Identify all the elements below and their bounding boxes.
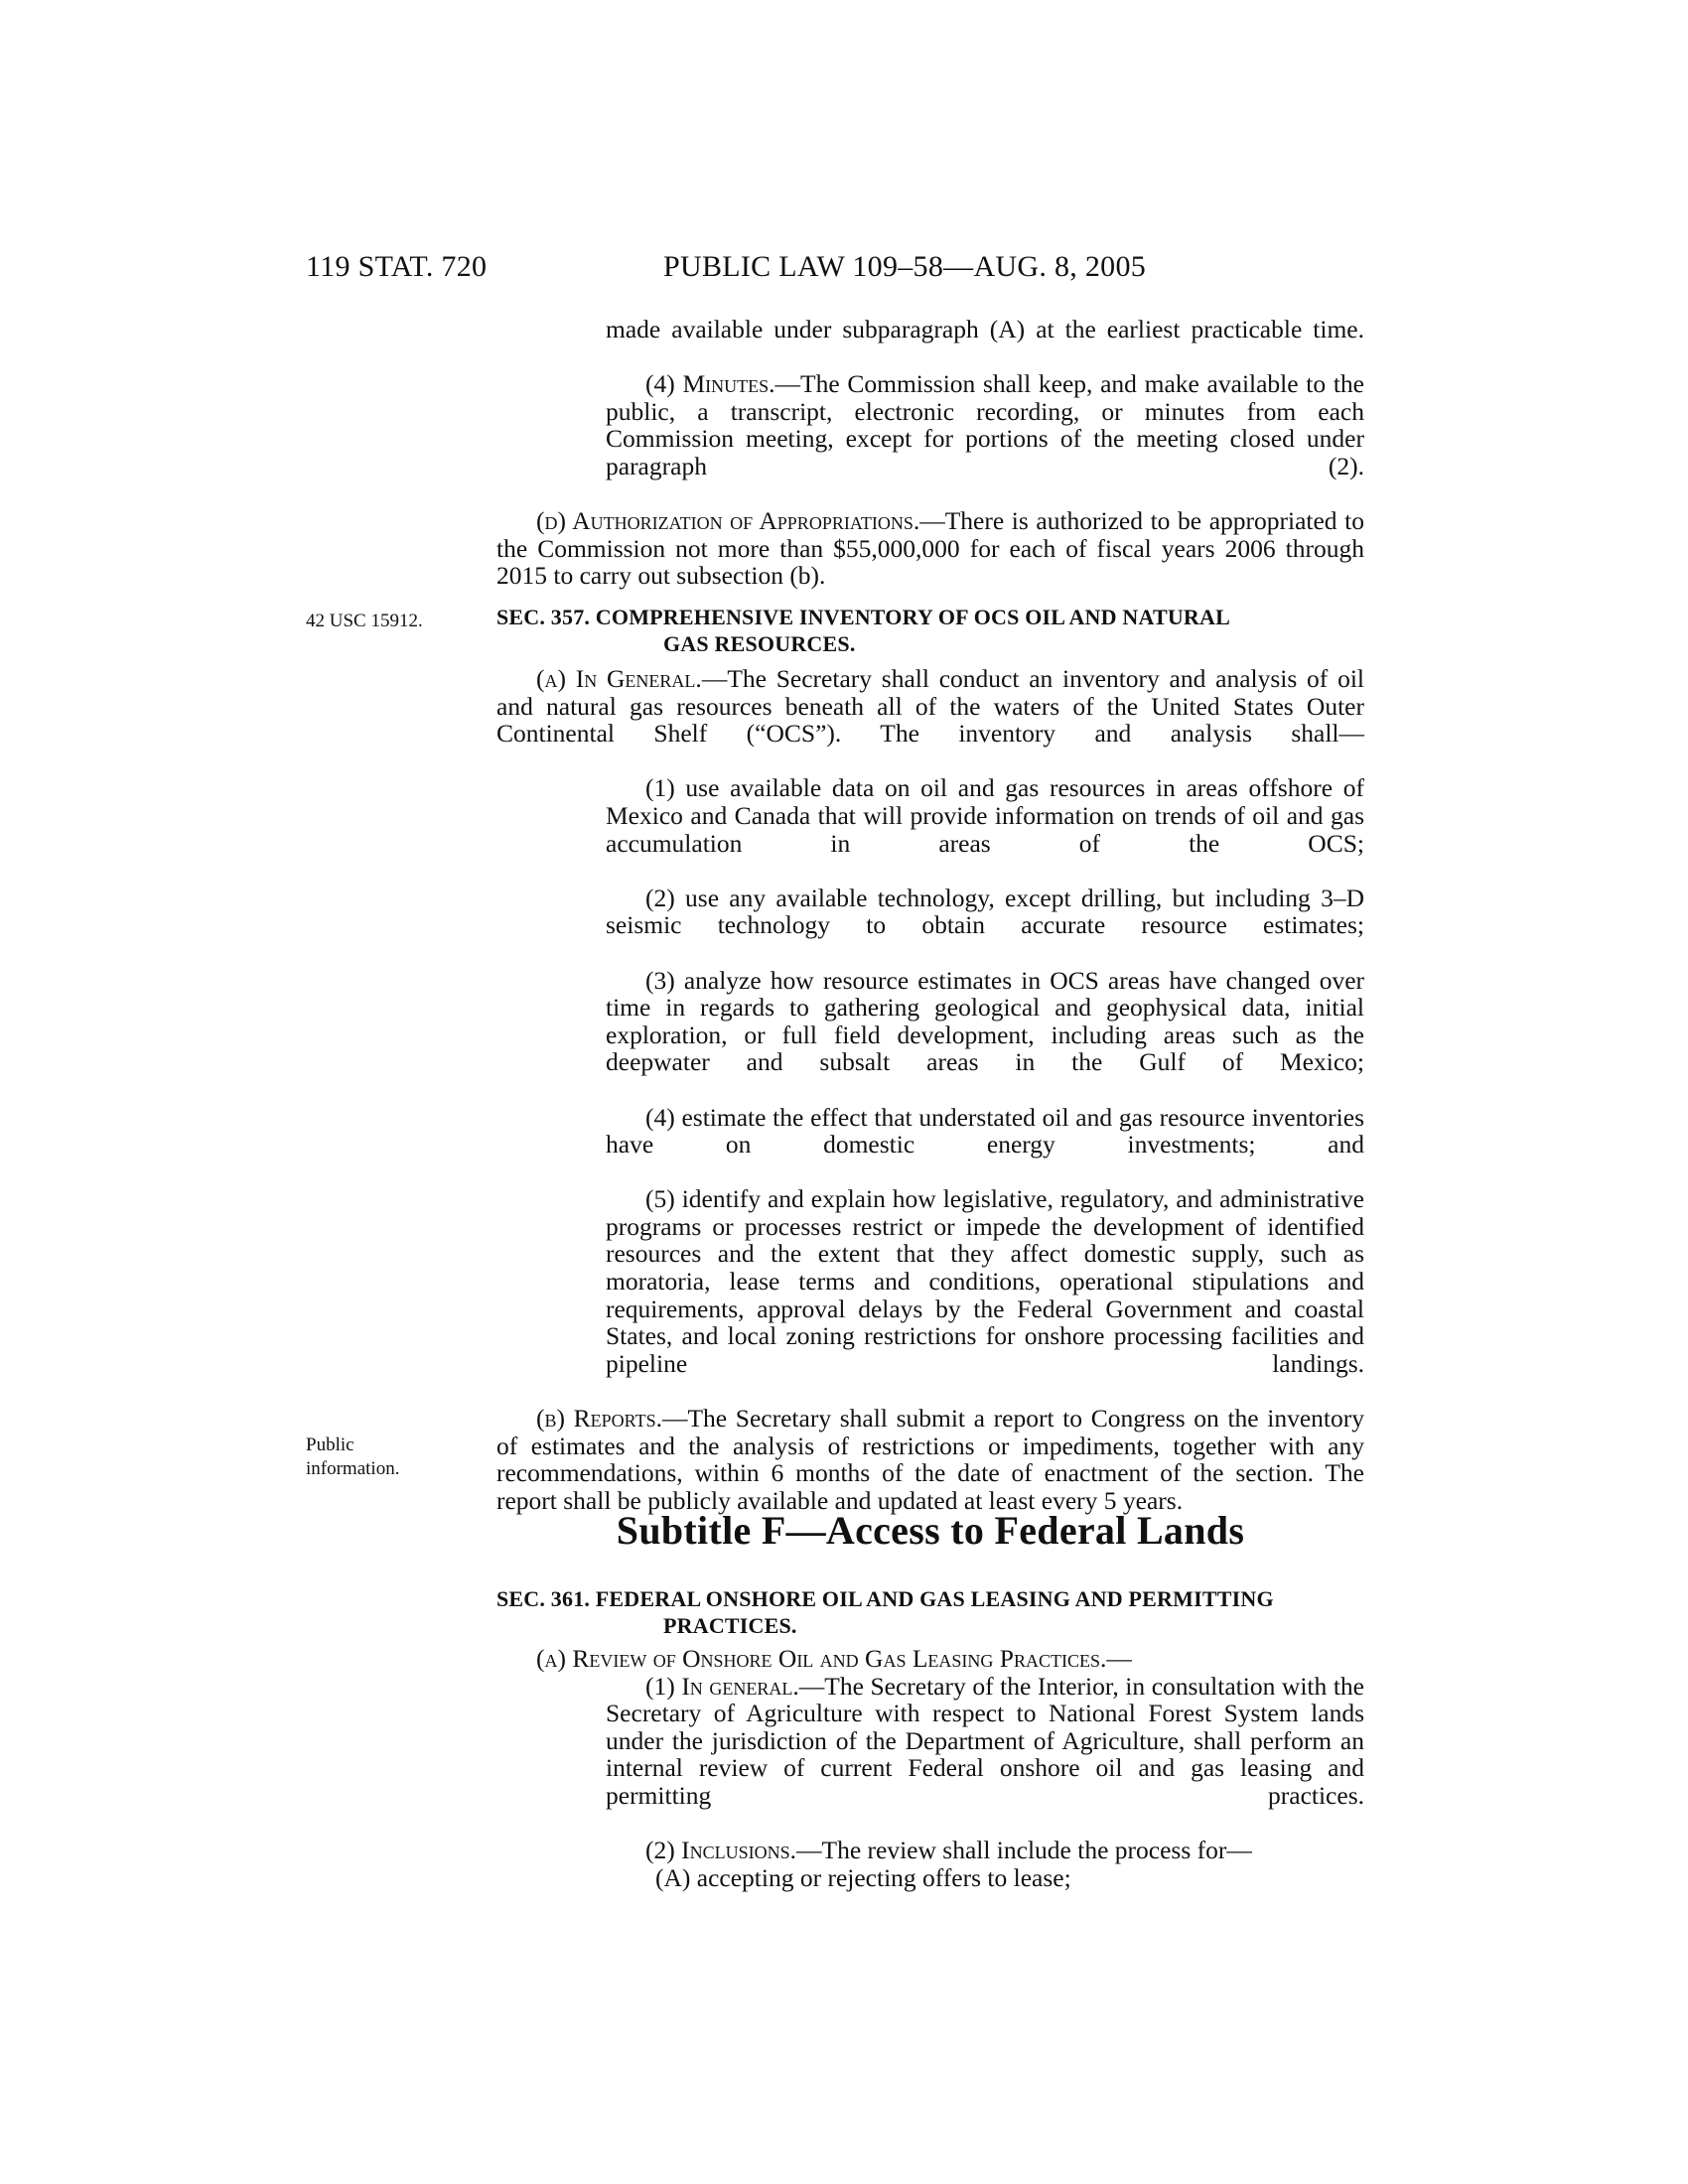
- paragraph-body: —There is authorized to be appropriated to the Commission not more than $55,000,000 for each of fiscal years 2006 through 2015 to carry out subsection (b).: [496, 506, 1364, 591]
- paragraph: made available under subparagraph (A) at the earliest practicable time.: [606, 315, 1364, 343]
- margin-note-usc: 42 USC 15912.: [306, 611, 423, 631]
- paragraph-body: —The Secretary of the Interior, in consultation with the Secretary of Agriculture with respect to National Forest System lands under the jurisdiction of the Department of Agriculture, shall perform an internal review of current Federal onshore oil and gas leasing and permitting practices.: [606, 1671, 1364, 1810]
- section-361-heading: [496, 1585, 1274, 1639]
- page-citation: 119 STAT. 720: [306, 250, 488, 283]
- list-item: (5) identify and explain how legislative, regulatory, and administrative programs or processes restrict or impede the development of identified resources and the extent that they affect domestic supply, such as moratoria, lease terms and conditions, operational stipulations and requirements, approval delays by the Federal Government and coastal States, and local zoning restrictions for onshore processing facilities and pipeline landings.: [606, 1184, 1364, 1378]
- paragraph-heading: (4) Minutes.: [645, 369, 775, 399]
- section-357-heading: [496, 604, 1230, 657]
- paragraph-heading: (2) Inclusions.: [645, 1836, 796, 1865]
- section-361-body: [496, 1645, 1364, 1891]
- subparagraph-a: (A) accepting or rejecting offers to lease;: [655, 1862, 1071, 1892]
- paragraph-body: —The Secretary shall conduct an inventory and analysis of oil and natural gas resources beneath all of the waters of the United States Outer Continental Shelf (“OCS”). The inventory and analysis shall—: [496, 664, 1364, 749]
- paragraph-heading: (d) Authorization of Appropriations.: [536, 506, 920, 536]
- running-header: PUBLIC LAW 109–58—AUG. 8, 2005: [663, 250, 1147, 283]
- section-heading-line: SEC. 357. COMPREHENSIVE INVENTORY OF OCS OIL AND NATURAL: [496, 605, 1230, 629]
- paragraph-body: —The Secretary shall submit a report to Congress on the inventory of estimates and the analysis of restrictions or impediments, together with any recommendations, within 6 months of the date of enactment of the section. The report shall be publicly available and updated at least every 5 years.: [496, 1404, 1365, 1515]
- paragraph-minutes: [496, 370, 1364, 507]
- paragraph-heading: (a) Review of Onshore Oil and Gas Leasing Practices.: [536, 1644, 1107, 1673]
- paragraph-authorization: [496, 507, 1364, 590]
- list-item: (4) estimate the effect that understated oil and gas resource inventories have on domestic energy investments; and: [606, 1102, 1364, 1160]
- margin-note-line: Public: [306, 1434, 354, 1455]
- em-dash: —: [1106, 1644, 1132, 1673]
- paragraph-heading: (b) Reports.: [536, 1404, 662, 1433]
- paragraph-body: —The review shall include the process for—: [796, 1836, 1252, 1865]
- paragraph-body: —The Commission shall keep, and make available to the public, a transcript, electronic recording, or minutes from each Commission meeting, except for portions of the meeting closed under paragraph (2).: [606, 369, 1364, 480]
- subsection-b: [496, 1405, 1364, 1514]
- section-heading-line: PRACTICES.: [663, 1613, 797, 1638]
- paragraph-inclusions: [496, 1837, 1364, 1864]
- paragraph-heading: (a) In General.: [536, 664, 702, 693]
- list-item: (3) analyze how resource estimates in OCS areas have changed over time in regards to gathering geological and geophysical data, initial exploration, or full field development, including areas such as the deepwater and subsalt areas in the Gulf of Mexico;: [606, 965, 1364, 1077]
- subsection-a: [496, 665, 1364, 774]
- section-heading-line: GAS RESOURCES.: [663, 631, 856, 656]
- paragraph-heading: (1) In general.: [645, 1671, 799, 1701]
- subtitle-heading: Subtitle F—Access to Federal Lands: [616, 1508, 1245, 1553]
- section-heading-line: SEC. 361. FEDERAL ONSHORE OIL AND GAS LEASING AND PERMITTING: [496, 1586, 1274, 1611]
- subsection-a-heading: [496, 1645, 1364, 1673]
- margin-note-line: information.: [306, 1458, 400, 1479]
- list-item: (2) use any available technology, except drilling, but including 3–D seismic technology to obtain accurate resource estimates;: [606, 883, 1364, 940]
- section-357-body: [496, 665, 1364, 1514]
- paragraph-in-general: [496, 1673, 1364, 1838]
- list-item: (1) use available data on oil and gas resources in areas offshore of Mexico and Canada that will provide information on trends of oil and gas accumulation in areas of the OCS;: [606, 773, 1364, 858]
- margin-note-public-information: [306, 1433, 399, 1481]
- continuation-block: [496, 316, 1364, 590]
